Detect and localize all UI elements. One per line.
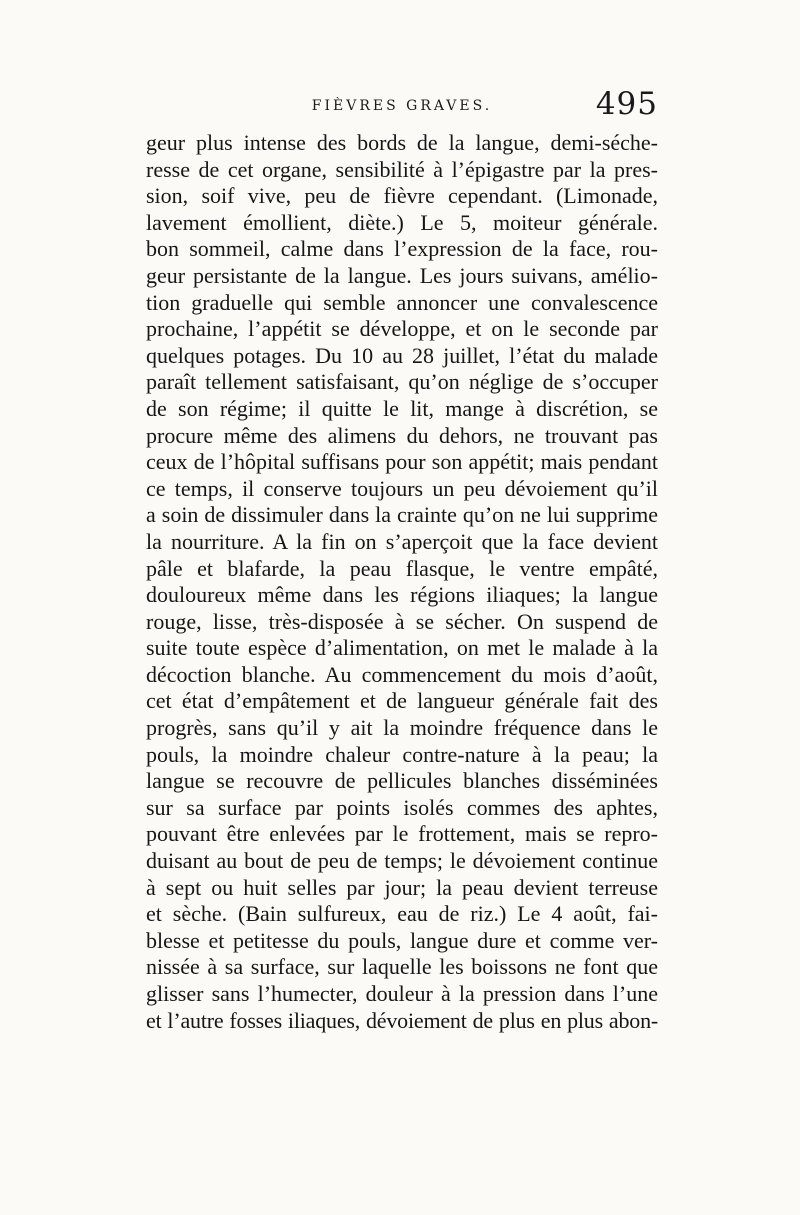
text-line: et sèche. (Bain sulfureux, eau de riz.) Le 4 août, fai- xyxy=(146,901,658,927)
text-line: glisser sans l’humecter, douleur à la pression dans l’une xyxy=(146,981,658,1006)
text-line: procure même des alimens du dehors, ne trouvant pas xyxy=(146,422,658,448)
text-line: rouge, lisse, très-disposée à se sécher. On suspend de xyxy=(146,608,658,634)
text-line: geur persistante de la langue. Les jours suivans, amélio- xyxy=(146,262,658,288)
text-line: geur plus intense des bords de la langue, demi-séche- xyxy=(146,130,658,155)
text-line: pouvant être enlevées par le frottement, mais se repro- xyxy=(146,821,658,847)
text-line: resse de cet organe, sensibilité à l’épigastre par la pres- xyxy=(146,156,658,182)
text-line: sur sa surface par points isolés commes des aphtes, xyxy=(146,794,658,820)
page-number: 495 xyxy=(595,86,658,122)
text-line: ceux de l’hôpital suffisans pour son appétit; mais pendant xyxy=(146,449,658,475)
text-line: suite toute espèce d’alimentation, on met le malade à la xyxy=(146,635,658,661)
text-line: quelques potages. Du 10 au 28 juillet, l’état du malade xyxy=(146,342,658,368)
text-line: a soin de dissimuler dans la crainte qu’on ne lui supprime xyxy=(146,502,658,528)
text-line: langue se recouvre de pellicules blanches disséminées xyxy=(146,768,658,794)
text-line: paraît tellement satisfaisant, qu’on néglige de s’occuper xyxy=(146,369,658,395)
text-line: sion, soif vive, peu de fièvre cependant. (Limonade, xyxy=(146,183,658,209)
text-line: prochaine, l’appétit se développe, et on le seconde par xyxy=(146,316,658,342)
text-line: la nourriture. A la fin on s’aperçoit que la face devient xyxy=(146,528,658,554)
text-line: de son régime; il quitte le lit, mange à discrétion, se xyxy=(146,395,658,421)
text-line: tion graduelle qui semble annoncer une convalescence xyxy=(146,289,658,315)
body-text xyxy=(146,130,658,1034)
running-head xyxy=(146,86,658,126)
text-line: pouls, la moindre chaleur contre-nature à la peau; la xyxy=(146,741,658,767)
text-line: pâle et blafarde, la peau flasque, le ventre empâté, xyxy=(146,555,658,581)
text-line: blesse et petitesse du pouls, langue dure et comme ver- xyxy=(146,927,658,953)
running-title: FIÈVRES GRAVES. xyxy=(311,98,493,114)
text-line: progrès, sans qu’il y ait la moindre fréquence dans le xyxy=(146,715,658,741)
text-line: lavement émollient, diète.) Le 5, moiteur générale. xyxy=(146,209,658,235)
text-line: bon sommeil, calme dans l’expression de la face, rou- xyxy=(146,236,658,262)
text-line: nissée à sa surface, sur laquelle les boissons ne font que xyxy=(146,954,658,980)
text-line: et l’autre fosses iliaques, dévoiement de plus en plus abon- xyxy=(146,1007,658,1033)
text-line: ce temps, il conserve toujours un peu dévoiement qu’il xyxy=(146,475,658,501)
text-line: douloureux même dans les régions iliaques; la langue xyxy=(146,582,658,608)
text-line: duisant au bout de peu de temps; le dévoiement continue xyxy=(146,848,658,874)
text-line: à sept ou huit selles par jour; la peau devient terreuse xyxy=(146,874,658,900)
text-line: décoction blanche. Au commencement du mois d’août, xyxy=(146,661,658,687)
text-line: cet état d’empâtement et de langueur générale fait des xyxy=(146,688,658,714)
